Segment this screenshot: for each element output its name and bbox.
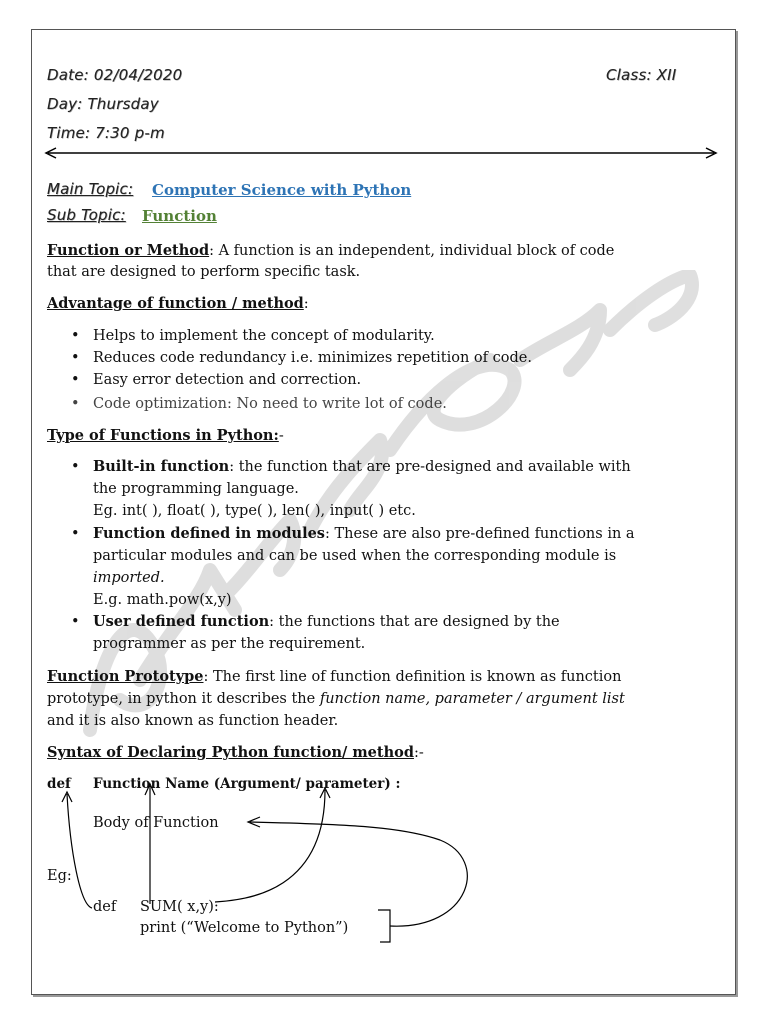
list-item: • Helps to implement the concept of modularity. (71, 328, 435, 344)
list-item: • User defined function: the functions that are designed by the (71, 613, 560, 630)
list-item-text: Helps to implement the concept of modularity. (93, 328, 435, 344)
list-item: • Easy error detection and correction. (71, 372, 362, 388)
types-heading (47, 426, 284, 446)
user-text-1: : the functions that are designed by the (269, 614, 560, 630)
date-label: Date: 02/04/2020 (47, 66, 183, 84)
builtin-text-2: the programming language. (93, 481, 299, 497)
modules-term: Function defined in modules (93, 525, 325, 542)
example-signature: SUM( x,y): (140, 899, 219, 915)
builtin-text-1: : the function that are pre-designed and available with (229, 459, 631, 475)
list-item-text: Easy error detection and correction. (93, 372, 362, 388)
prototype-term: Function Prototype (47, 668, 204, 685)
definition-text-1: : A function is an independent, individual block of code (209, 243, 615, 259)
list-item: • Reduces code redundancy i.e. minimizes repetition of code. (71, 350, 532, 366)
types-heading-text: Type of Functions in Python: (47, 427, 279, 444)
definition-line-1 (47, 241, 614, 261)
prototype-line-2 (47, 689, 625, 709)
advantages-heading-suffix: : (303, 296, 309, 312)
user-text-2: programmer as per the requirement. (93, 636, 366, 652)
modules-text-3: imported. (93, 570, 165, 586)
advantages-heading-text: Advantage of function / method (47, 295, 304, 312)
double-arrow-divider (44, 145, 718, 161)
builtin-example: Eg. int( ), float( ), type( ), len( ), input( ) etc. (93, 503, 416, 519)
class-label: Class: XII (606, 66, 677, 84)
example-body: print (“Welcome to Python”) (140, 920, 349, 936)
example-def: def (93, 899, 117, 915)
body-text: Body of Function (93, 815, 219, 831)
list-item: • Built-in function: the function that are pre-designed and available with (71, 458, 631, 475)
definition-term: Function or Method (47, 242, 210, 259)
syntax-heading-text: Syntax of Declaring Python function/ method (47, 744, 414, 761)
list-item-text: Code optimization: No need to write lot of code. (93, 396, 447, 412)
prototype-text-2a: prototype, in python it describes the (47, 691, 320, 707)
builtin-term: Built-in function (93, 458, 230, 475)
prototype-text-1: : The first line of function definition is known as function (203, 669, 622, 685)
user-term: User defined function (93, 613, 270, 630)
eg-label: Eg: (47, 868, 72, 884)
list-item: • Code optimization: No need to write lot of code. (71, 396, 447, 412)
day-label: Day: Thursday (47, 95, 159, 113)
def-keyword: def (47, 776, 71, 792)
types-heading-suffix: - (278, 428, 284, 444)
connector-arrows (40, 780, 480, 950)
sub-topic-label: Sub Topic: (47, 206, 126, 224)
prototype-line-1 (47, 667, 621, 687)
signature-text: Function Name (Argument/ parameter) : (93, 776, 401, 792)
definition-line-2: that are designed to perform specific task. (47, 264, 361, 280)
syntax-heading (47, 743, 424, 763)
advantages-heading (47, 294, 309, 314)
sub-topic-value: Function (142, 207, 217, 225)
main-topic-value: Computer Science with Python (152, 181, 412, 199)
syntax-heading-suffix: :- (413, 745, 424, 761)
modules-text-2: particular modules and can be used when the corresponding module is (93, 548, 617, 564)
time-label: Time: 7:30 p-m (47, 124, 165, 142)
modules-example: E.g. math.pow(x,y) (93, 592, 232, 608)
list-item-text: Reduces code redundancy i.e. minimizes repetition of code. (93, 350, 532, 366)
main-topic-label: Main Topic: (47, 180, 134, 198)
modules-text-1: : These are also pre-defined functions in a (324, 526, 635, 542)
prototype-line-3: and it is also known as function header. (47, 713, 339, 729)
prototype-text-2b: function name, parameter / argument list (319, 691, 625, 707)
list-item: • Function defined in modules: These are also pre-defined functions in a (71, 525, 635, 542)
